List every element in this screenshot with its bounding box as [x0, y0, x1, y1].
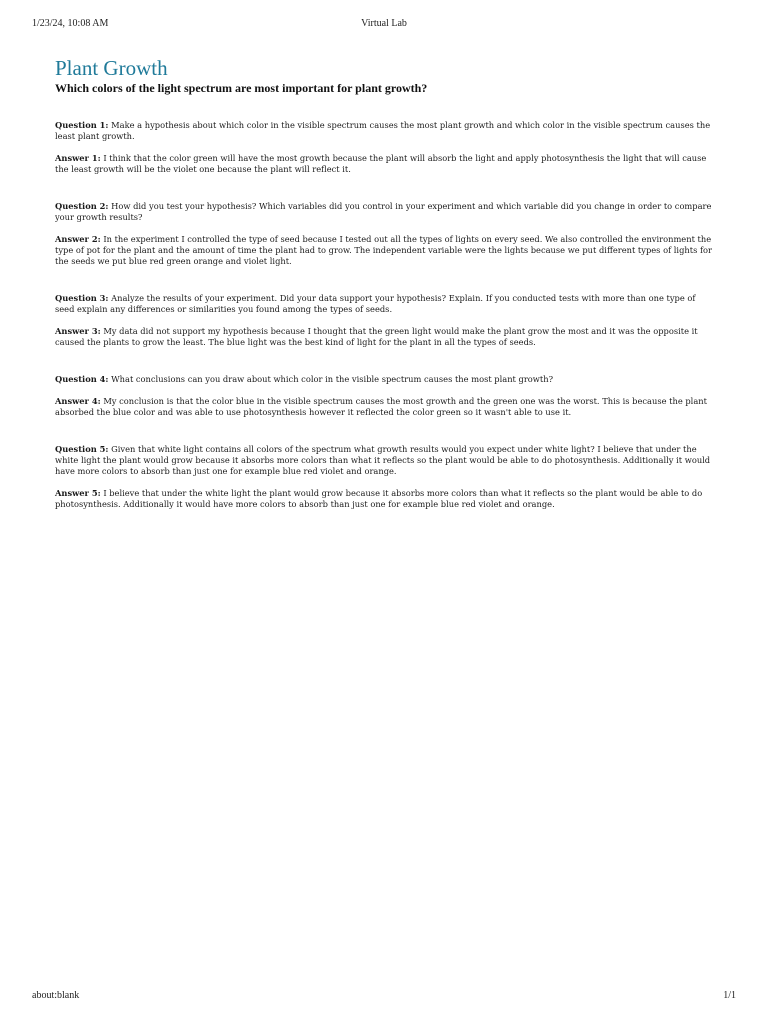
qa-block-3: [55, 293, 715, 348]
answer-label: Answer 4:: [55, 396, 101, 406]
answer-label: Answer 1:: [55, 153, 101, 163]
qa-block-1: [55, 120, 715, 175]
answer-1: [55, 153, 715, 175]
answer-text: In the experiment I controlled the type of seed because I tested out all the types of lights on every seed. We also controlled the environment the type of pot for the plant and the amount of time the plant had to grow. The independent variable were the lights because we put different types of lights for the seeds we put blue red green orange and violet light.: [55, 234, 713, 266]
qa-block-2: [55, 201, 715, 267]
worksheet-content: [55, 56, 715, 510]
answer-label: Answer 5:: [55, 488, 101, 498]
question-1: [55, 120, 715, 142]
question-5: [55, 444, 715, 477]
print-datetime: 1/23/24, 10:08 AM: [32, 18, 109, 29]
question-text: Analyze the results of your experiment. Did your data support your hypothesis? Explain. If you conducted tests with more than one type of seed explain any differences or similarities you found among the types of seeds.: [55, 293, 696, 314]
answer-2: [55, 234, 715, 267]
question-text: What conclusions can you draw about which color in the visible spectrum causes the most plant growth?: [111, 374, 554, 384]
qa-block-4: [55, 374, 715, 418]
page-title: Plant Growth: [55, 56, 168, 80]
answer-text: My conclusion is that the color blue in the visible spectrum causes the most growth and the green one was the worst. This is because the plant absorbed the blue color and was able to use photosynthesis however it reflected the color green so it wasn't able to use it.: [55, 396, 707, 417]
answer-4: [55, 396, 715, 418]
question-text: How did you test your hypothesis? Which variables did you control in your experiment and which variable did you change in order to compare your growth results?: [55, 201, 712, 222]
question-label: Question 5:: [55, 444, 109, 454]
answer-text: I believe that under the white light the plant would grow because it absorbs more colors than what it reflects so the plant would be able to do photosynthesis. Additionally it would have more colors to absorb than just one for example blue red violet and orange.: [55, 488, 703, 509]
answer-3: [55, 326, 715, 348]
print-header: [32, 18, 736, 32]
answer-label: Answer 2:: [55, 234, 101, 244]
answer-text: My data did not support my hypothesis because I thought that the green light would make the plant grow the most and it was the opposite it caused the plants to grow the least. The blue light was the best kind of light for the plant in all the types of seeds.: [55, 326, 698, 347]
print-url: about:blank: [32, 990, 80, 1001]
page-subtitle: Which colors of the light spectrum are most important for plant growth?: [55, 81, 428, 95]
question-label: Question 4:: [55, 374, 109, 384]
question-label: Question 1:: [55, 120, 109, 130]
question-label: Question 3:: [55, 293, 109, 303]
question-3: [55, 293, 715, 315]
answer-5: [55, 488, 715, 510]
page-number: 1/1: [723, 990, 736, 1001]
print-footer: [32, 990, 736, 1004]
question-text: Given that white light contains all colors of the spectrum what growth results would you expect under white light? I believe that under the white light the plant would grow because it absorbs more colors than what it reflects so the plant would be able to do photosynthesis. Additionally it would have more colors to absorb than just one for example blue red violet and orange.: [55, 444, 711, 476]
question-label: Question 2:: [55, 201, 109, 211]
answer-text: I think that the color green will have the most growth because the plant will absorb the light and apply photosynthesis the light that will cause the least growth will be the violet one because the plant will reflect it.: [55, 153, 707, 174]
question-2: [55, 201, 715, 223]
qa-block-5: [55, 444, 715, 510]
answer-label: Answer 3:: [55, 326, 101, 336]
question-4: [55, 374, 715, 385]
print-document-title: Virtual Lab: [361, 18, 407, 29]
question-text: Make a hypothesis about which color in the visible spectrum causes the most plant growth and which color in the visible spectrum causes the least plant growth.: [55, 120, 711, 141]
